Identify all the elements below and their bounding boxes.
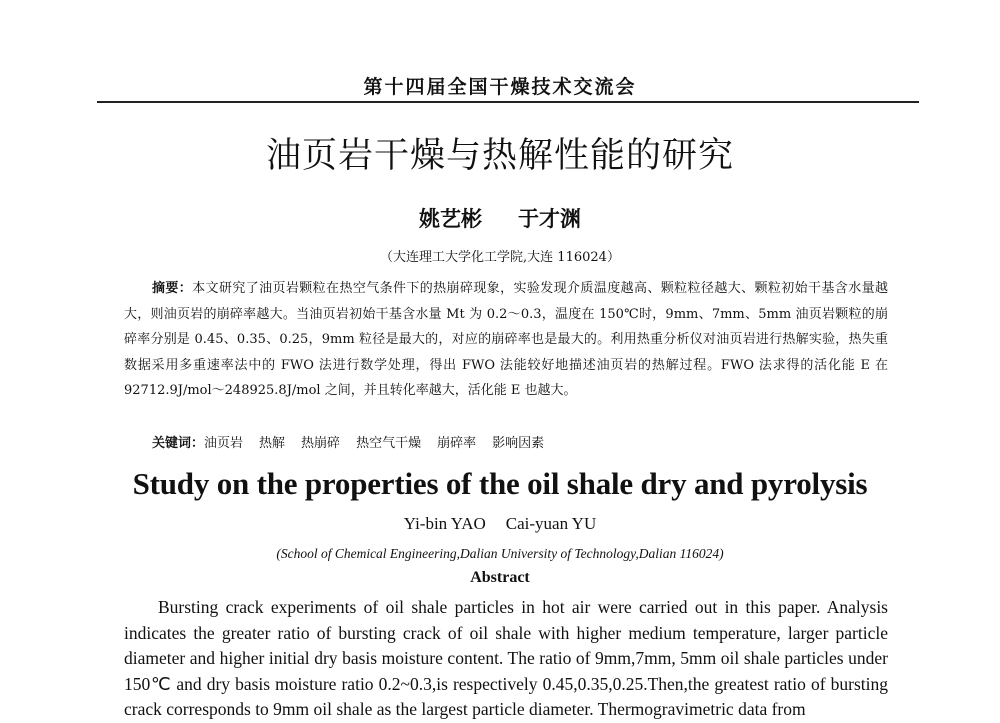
keyword: 热空气干燥 bbox=[356, 436, 422, 451]
keyword: 崩碎率 bbox=[437, 436, 477, 451]
authors-english bbox=[0, 514, 1000, 534]
abstract-heading: Abstract bbox=[470, 569, 530, 586]
author-en-2: Cai-yuan YU bbox=[505, 514, 597, 533]
abstract-cn-text: 本文研究了油页岩颗粒在热空气条件下的热崩碎现象，实验发现介质温度越高、颗粒粒径越大、颗粒初始干基含水量越大，则油页岩的崩碎率越大。当油页岩初始干基含水量 Mt 为 0.2～0.3，温度在 150℃时，9mm、7mm、5mm 油页岩颗粒的崩碎率分别是 0.45、0.35、0.25，9mm 粒径是最大的，对应的崩碎率也是最大的。利用热重分析仪对油页岩进行热解实验，热失重数据采用多重速率法中的 FWO 法进行数学处理，得出 FWO 法能较好地描述油页岩的热解过程。FWO 法求得的活化能 E 在 92712.9J/mol～248925.8J/mol 之间，并且转化率越大，活化能 E 也越大。 bbox=[124, 281, 888, 398]
authors-chinese bbox=[0, 203, 1000, 233]
title-chinese: 油页岩干燥与热解性能的研究 bbox=[265, 136, 734, 176]
affiliation-english: (School of Chemical Engineering,Dalian University of Technology,Dalian 116024) bbox=[276, 546, 724, 561]
title-english: Study on the properties of the oil shale dry and pyrolysis bbox=[132, 466, 868, 501]
affiliation-chinese: （大连理工大学化工学院,大连 116024） bbox=[380, 250, 620, 265]
keywords-cn-label: 关键词： bbox=[152, 436, 205, 451]
author-cn-1: 姚艺彬 bbox=[419, 207, 482, 231]
author-cn-2: 于才渊 bbox=[518, 207, 581, 231]
keyword: 油页岩 bbox=[204, 436, 244, 451]
abstract-english: Bursting crack experiments of oil shale particles in hot air were carried out in this paper. Analysis indicates the greater ratio of bursting crack of oil shale with higher medium temperature, larger particle diameter and higher initial dry basis moisture content. The ratio of 9mm,7mm, 5mm oil shale particles under 150℃ and dry basis moisture ratio 0.2~0.3,is respectively 0.45,0.35,0.25.Then,the greatest ratio of bursting crack corresponds to 9mm oil shale as the largest particle diameter. Thermogravimetric data from bbox=[124, 597, 888, 719]
header-rule bbox=[97, 101, 919, 103]
keywords-chinese bbox=[152, 432, 560, 451]
abstract-cn-label: 摘要： bbox=[152, 281, 193, 296]
abstract-chinese bbox=[124, 276, 888, 404]
conference-header: 第十四届全国干燥技术交流会 bbox=[363, 76, 637, 98]
author-en-1: Yi-bin YAO bbox=[403, 514, 486, 533]
keyword: 热崩碎 bbox=[301, 436, 341, 451]
keyword: 热解 bbox=[259, 436, 286, 451]
keyword: 影响因素 bbox=[492, 436, 545, 451]
